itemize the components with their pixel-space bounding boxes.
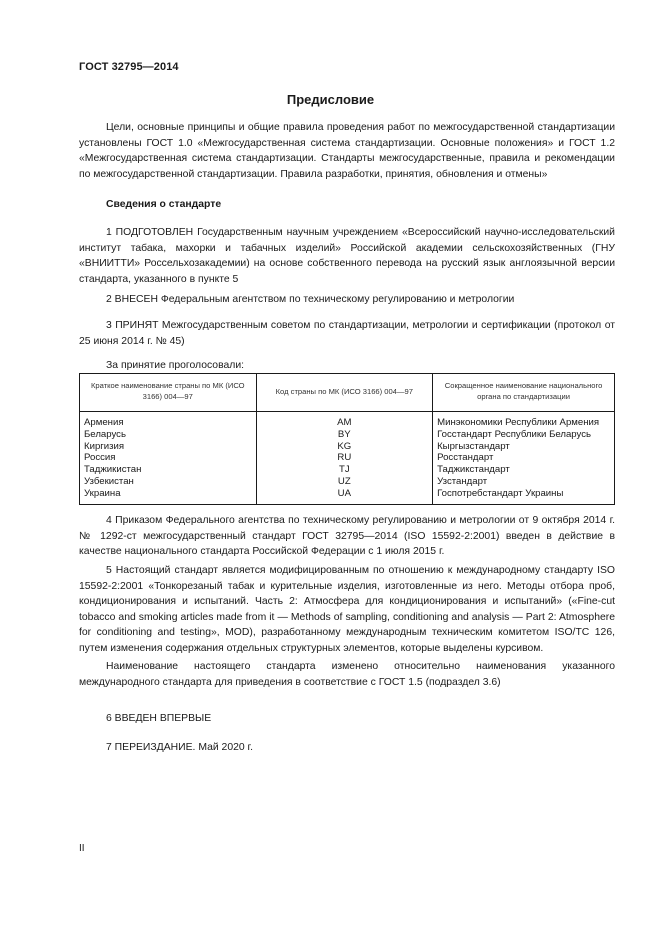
header-country-code: Код страны по МК (ИСО 3166) 004—97 xyxy=(256,374,433,412)
standards-body: Узстандарт xyxy=(433,476,615,488)
item-name-changed: Наименование настоящего стандарта изменено относительно наименования указанного международного стандарта для приведения в соответствие с ГОСТ 1.5 (подраздел 3.6) xyxy=(79,661,615,688)
table-row xyxy=(80,412,615,429)
item-first-time: 6 ВВЕДЕН ВПЕРВЫЕ xyxy=(106,713,212,724)
item-order: 4 Приказом Федерального агентства по техническому регулированию и метрологии от 9 октября 2014 г. № 1292-ст межгосударственный стандарт ГОСТ 32795—2014 (ISO 15592-2:2001) введен в действие в качестве национального стандарта Российской Федерации с 1 июля 2015 г. xyxy=(79,515,615,558)
standards-body: Госпотребстандарт Украины xyxy=(433,488,615,504)
item-reissue: 7 ПЕРЕИЗДАНИЕ. Май 2020 г. xyxy=(106,742,253,753)
info-heading: Сведения о стандарте xyxy=(106,199,222,210)
country-name: Киргизия xyxy=(80,441,257,453)
item-modified: 5 Настоящий стандарт является модифицированным по отношению к международному стандарту ISO 15592-2:2001 «Тонкорезаный табак и курительные изделия, изготовленные из него. Методы отбора проб, кондиционирования и испытаний. Часть 2: Атмосфера для кондиционирования и испытаний» («Fine-cut tobacco and smoking articles made from it — Methods of sampling, conditioning and analysis — Part 2: Atmosphere for conditioning and testing», MOD), разработанному международным техническим комитетом ISO/TC 126, путем изменения содержания отдельных структурных элементов, которые выделены курсивом. xyxy=(79,565,615,654)
table-header-row xyxy=(80,374,615,412)
country-code: BY xyxy=(256,429,433,441)
table-row xyxy=(80,429,615,441)
standards-body: Таджикстандарт xyxy=(433,464,615,476)
country-name: Армения xyxy=(80,412,257,429)
country-code: UZ xyxy=(256,476,433,488)
header-standards-body: Сокращенное наименование национального органа по стандартизации xyxy=(433,374,615,412)
country-code: AM xyxy=(256,412,433,429)
voted-label: За принятие проголосовали: xyxy=(106,360,245,371)
table-row xyxy=(80,452,615,464)
country-name: Беларусь xyxy=(80,429,257,441)
standards-body: Госстандарт Республики Беларусь xyxy=(433,429,615,441)
page-title: Предисловие xyxy=(286,92,375,107)
country-code: RU xyxy=(256,452,433,464)
standard-code-header: ГОСТ 32795—2014 xyxy=(79,61,179,73)
intro-paragraph: Цели, основные принципы и общие правила проведения работ по межгосударственной стандартизации установлены ГОСТ 1.0 «Межгосударственная система стандартизации. Основные положения» и ГОСТ 1.2 «Межгосударственная система стандартизации. Стандарты межгосударственные, правила и рекомендации по межгосударственной стандартизации. Правила разработки, принятия, обновления и отмены» xyxy=(79,122,615,180)
country-code: UA xyxy=(256,488,433,504)
item-adopted: 3 ПРИНЯТ Межгосударственным советом по стандартизации, метрологии и сертификации (протокол от 25 июня 2014 г. № 45) xyxy=(79,320,615,347)
item-prepared: 1 ПОДГОТОВЛЕН Государственным научным учреждением «Всероссийский научно-исследовательский институт табака, махорки и табачных изделий» Российской академии сельскохозяйственных (ГНУ «ВНИИТТИ» Россельхозакадемии) на основе собственного перевода на русский язык англоязычной версии стандарта, указанного в пункте 5 xyxy=(79,227,615,285)
country-name: Россия xyxy=(80,452,257,464)
table-row xyxy=(80,464,615,476)
table-row xyxy=(80,441,615,453)
table-row xyxy=(80,488,615,504)
header-country-name: Краткое наименование страны по МК (ИСО 3166) 004—97 xyxy=(80,374,257,412)
standards-body: Росстандарт xyxy=(433,452,615,464)
item-introduced: 2 ВНЕСЕН Федеральным агентством по техническому регулированию и метрологии xyxy=(106,294,515,305)
table-row xyxy=(80,476,615,488)
page-number: II xyxy=(79,843,85,854)
voting-table xyxy=(79,373,615,505)
country-name: Украина xyxy=(80,488,257,504)
country-code: KG xyxy=(256,441,433,453)
standards-body: Кыргызстандарт xyxy=(433,441,615,453)
standards-body: Минэкономики Республики Армения xyxy=(433,412,615,429)
country-name: Узбекистан xyxy=(80,476,257,488)
country-name: Таджикистан xyxy=(80,464,257,476)
country-code: TJ xyxy=(256,464,433,476)
